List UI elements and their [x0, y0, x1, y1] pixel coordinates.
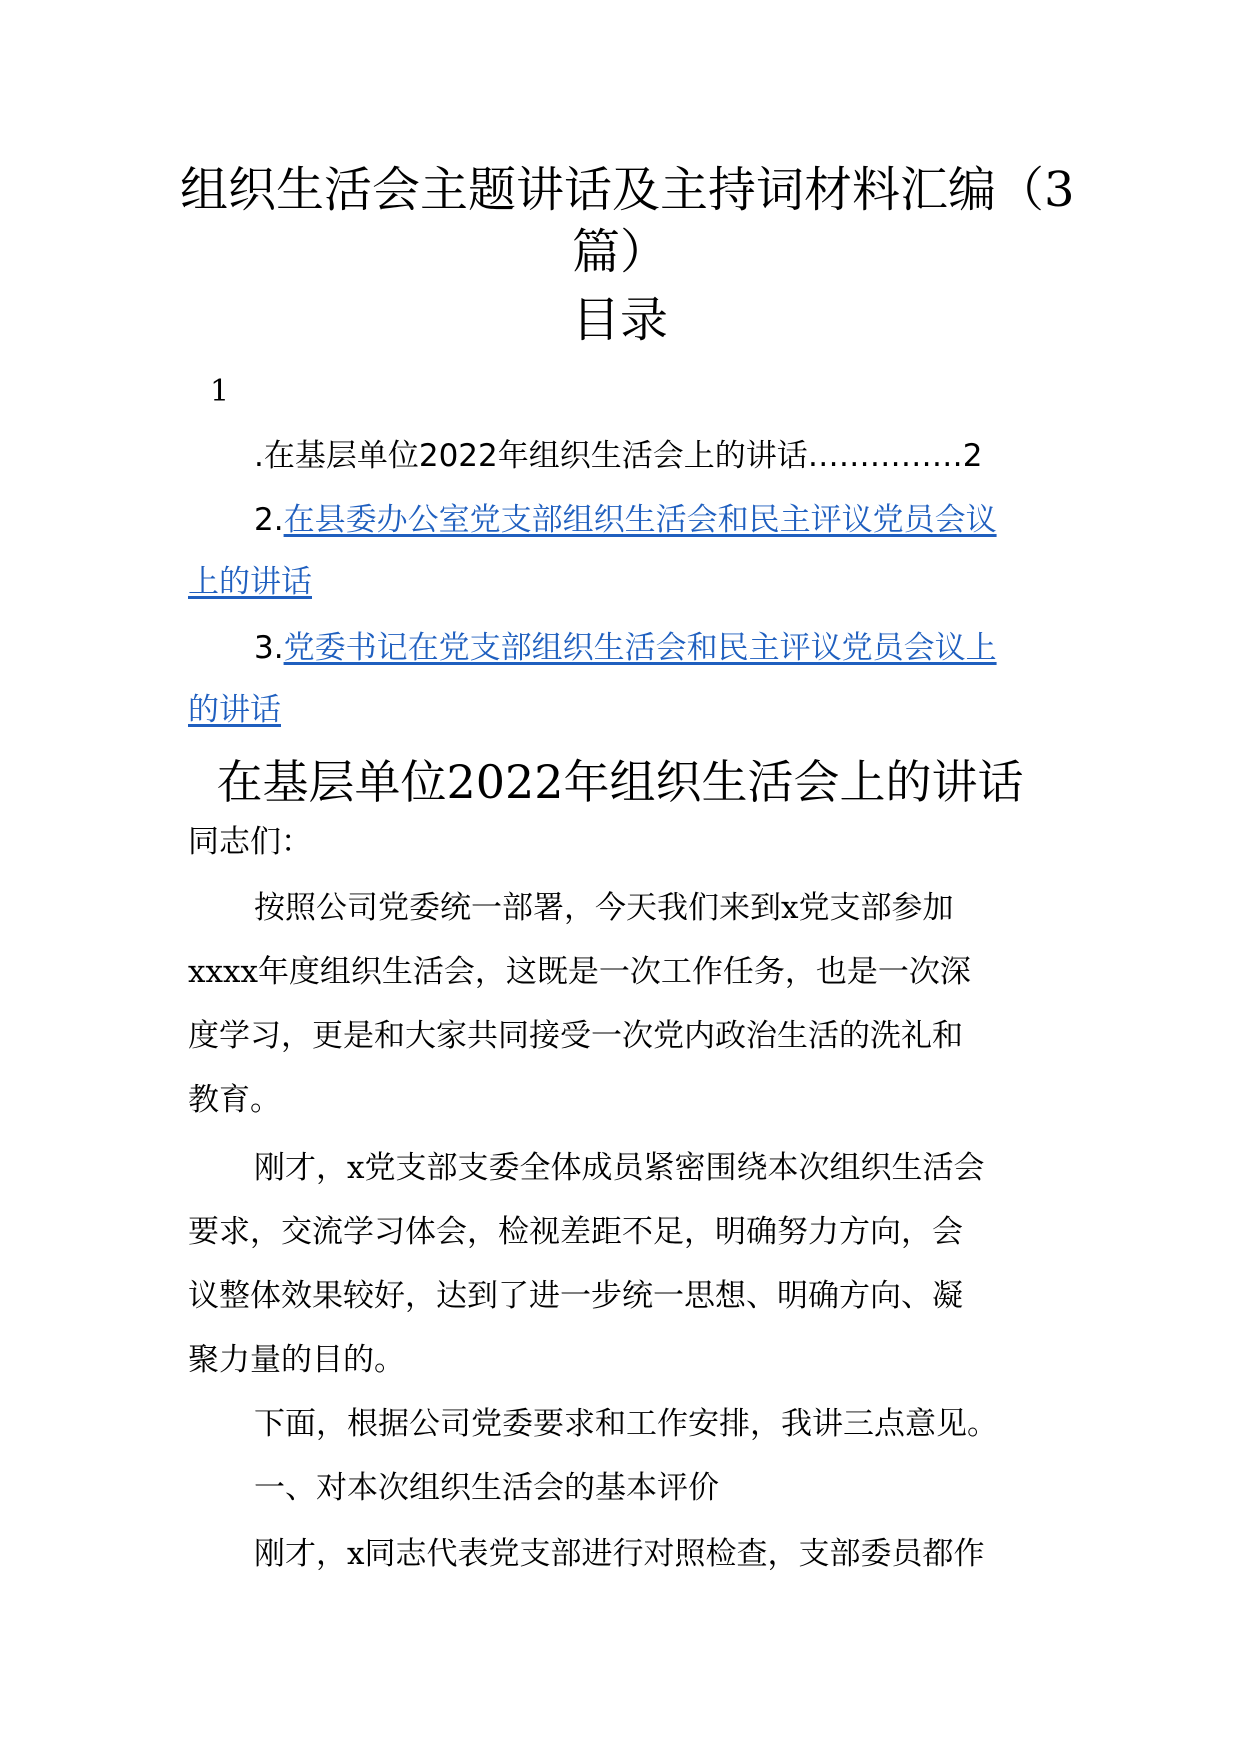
- section-title: [180, 752, 1060, 812]
- toc-item-2-number: 2.: [254, 502, 284, 538]
- paragraph-2-line-1: [254, 1148, 1052, 1188]
- paragraph-2-line-3: 议整体效果较好，达到了进一步统一思想、明确方向、凝: [188, 1278, 963, 1314]
- toc-item-2-link[interactable]: 在县委办公室党支部组织生活会和民主评议党员会议: [283, 502, 997, 538]
- document-title-text: 组织生活会主题讲话及主持词材料汇编（: [180, 162, 1045, 218]
- paragraph-1-line-2: [188, 952, 1052, 992]
- text-run-latin: x: [347, 1536, 365, 1572]
- section-title-part: 年组织生活会上的讲话: [563, 755, 1024, 809]
- paragraph-2-line-4: 聚力量的目的。: [188, 1342, 405, 1378]
- paragraph-1-line-3: 度学习，更是和大家共同接受一次党内政治生活的洗礼和: [188, 1018, 963, 1054]
- text-run: 按照公司党委统一部署，今天我们来到: [254, 890, 781, 926]
- toc-item-2-continued[interactable]: [188, 562, 1052, 602]
- toc-item-3-continued[interactable]: [188, 690, 1052, 730]
- toc-item-2-link-continued[interactable]: 上的讲话: [188, 564, 312, 600]
- text-run: 党支部支委全体成员紧密围绕本次组织生活会: [364, 1150, 985, 1186]
- paragraph-5-line-1: [254, 1534, 1052, 1574]
- document-title-count: 3: [1044, 162, 1075, 218]
- paragraph-1-line-4: 教育。: [188, 1082, 281, 1118]
- toc-item-2[interactable]: [254, 500, 1052, 540]
- paragraph-3: 下面，根据公司党委要求和工作安排，我讲三点意见。: [254, 1406, 998, 1442]
- document-title-line2: 篇）: [571, 224, 668, 280]
- salutation: 同志们：: [188, 824, 312, 860]
- toc-item-3-link[interactable]: 党委书记在党支部组织生活会和民主评议党员会议上: [283, 630, 997, 666]
- paragraph-1-line-1: [254, 888, 1052, 928]
- section-title-year: 2022: [446, 755, 564, 809]
- text-run-latin: xxxx: [188, 954, 258, 990]
- text-run: 同志代表党支部进行对照检查，支部委员都作: [364, 1536, 985, 1572]
- toc-heading: 目录: [571, 292, 668, 348]
- text-run-latin: x: [347, 1150, 365, 1186]
- text-run: 刚才，: [254, 1150, 347, 1186]
- text-run: 年度组织生活会，这既是一次工作任务，也是一次深: [257, 954, 971, 990]
- paragraph-2-line-2: 要求，交流学习体会，检视差距不足，明确努力方向，会: [188, 1214, 963, 1250]
- toc-item-1[interactable]: .在基层单位2022年组织生活会上的讲话……………2: [254, 438, 983, 474]
- text-run-latin: x: [781, 890, 799, 926]
- text-run: 刚才，: [254, 1536, 347, 1572]
- toc-item-1-number: 1: [210, 374, 230, 409]
- toc-item-3-link-continued[interactable]: 的讲话: [188, 692, 281, 728]
- toc-item-3-number: 3.: [254, 630, 284, 666]
- text-run: 党支部参加: [798, 890, 954, 926]
- toc-item-3[interactable]: [254, 628, 1052, 668]
- subheading-1: 一、对本次组织生活会的基本评价: [254, 1470, 719, 1506]
- section-title-part: 在基层单位: [216, 755, 447, 809]
- document-title-line1: [180, 160, 1075, 220]
